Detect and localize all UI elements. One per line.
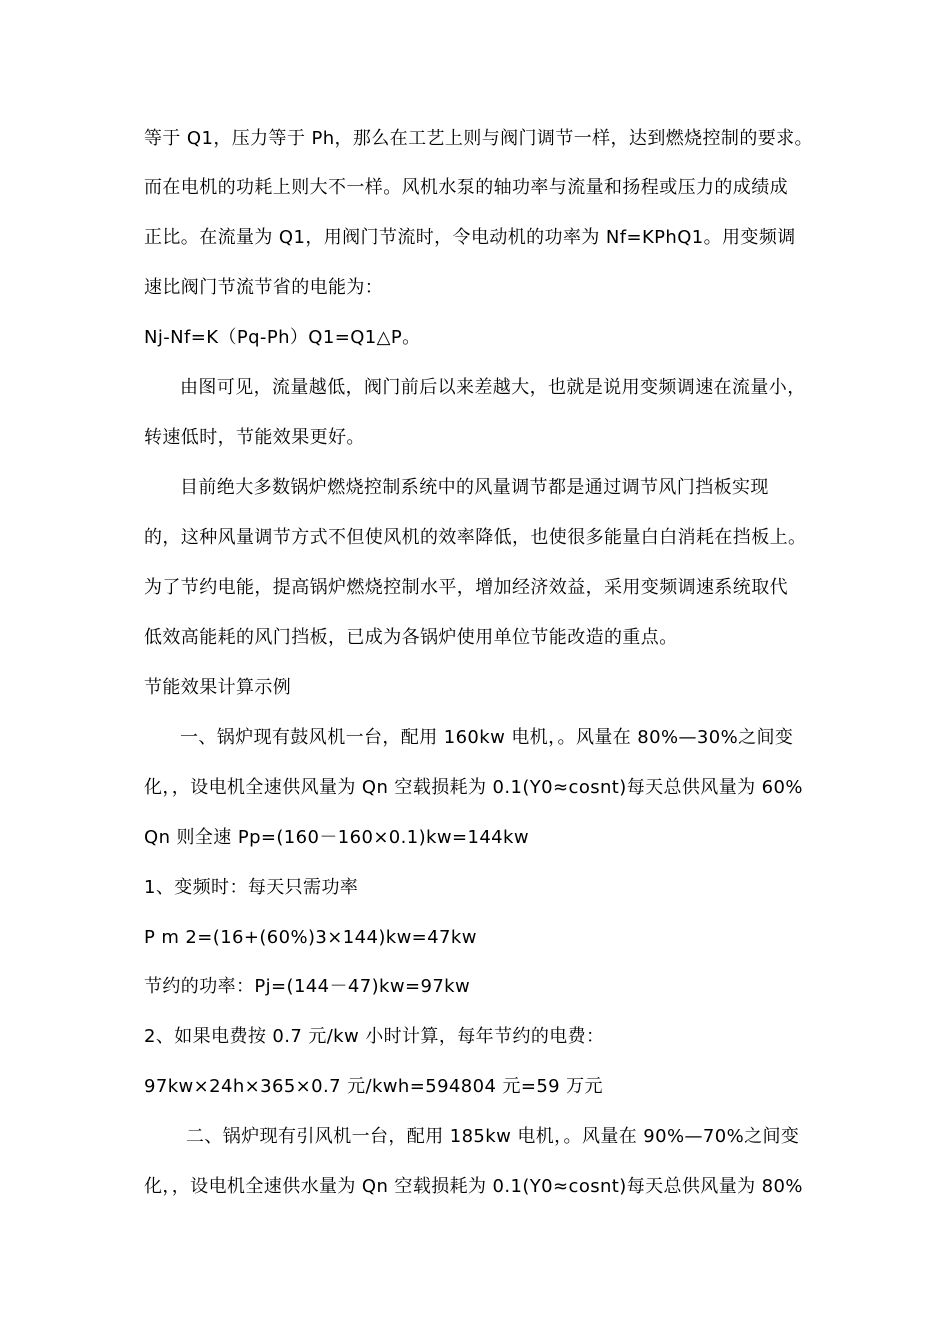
example-2-line-2: 化，，设电机全速供水量为 Qn 空载损耗为 0.1(Y0≈cosnt)每天总供风量为 80% (144, 1176, 803, 1197)
text-line-8: 目前绝大多数锅炉燃烧控制系统中的风量调节都是通过调节风门挡板实现 (180, 477, 769, 498)
example-1-line-1: 一、锅炉现有鼓风机一台，配用 160kw 电机，。风量在 80%—30%之间变 (180, 727, 794, 748)
text-line-10: 为了节约电能，提高锅炉燃烧控制水平，增加经济效益，采用变频调速系统取代 (144, 577, 788, 598)
example-1-power-formula: P m 2=(16+(60%)3×144)kw=47kw (144, 927, 477, 948)
section-heading: 节能效果计算示例 (144, 677, 292, 698)
example-1-saved-power: 节约的功率：Pj=(144－47)kw=97kw (144, 976, 471, 997)
text-line-2: 而在电机的功耗上则大不一样。风机水泵的轴功率与流量和扬程或压力的成绩成 (144, 177, 788, 198)
example-1-cost-formula: 97kw×24h×365×0.7 元/kwh=594804 元=59 万元 (144, 1076, 603, 1097)
example-1-line-2: 化，，设电机全速供风量为 Qn 空载损耗为 0.1(Y0≈cosnt)每天总供风量为 60% (144, 777, 803, 798)
text-line-11: 低效高能耗的风门挡板，已成为各锅炉使用单位节能改造的重点。 (144, 627, 678, 648)
text-line-3: 正比。在流量为 Q1，用阀门节流时，令电动机的功率为 Nf=KPhQ1。用变频调 (144, 227, 796, 248)
example-1-line-3: Qn 则全速 Pp=(160－160×0.1)kw=144kw (144, 827, 529, 848)
formula-line: Nj-Nf=K（Pq-Ph）Q1=Q1△P。 (144, 327, 421, 348)
example-1-step-2: 2、如果电费按 0.7 元/kw 小时计算，每年节约的电费： (144, 1026, 605, 1047)
text-line-6: 由图可见，流量越低，阀门前后以来差越大，也就是说用变频调速在流量小， (180, 377, 806, 398)
example-1-step-1: 1、变频时：每天只需功率 (144, 877, 359, 898)
text-line-9: 的，这种风量调节方式不但使风机的效率降低，也使很多能量白白消耗在挡板上。 (144, 527, 807, 548)
text-line-4: 速比阀门节流节省的电能为： (144, 277, 384, 298)
example-2-line-1: 二、锅炉现有引风机一台，配用 185kw 电机，。风量在 90%—70%之间变 (186, 1126, 800, 1147)
text-line-1: 等于 Q1，压力等于 Ph，那么在工艺上则与阀门调节一样，达到燃烧控制的要求。 (144, 128, 813, 149)
text-line-7: 转速低时，节能效果更好。 (144, 427, 365, 448)
